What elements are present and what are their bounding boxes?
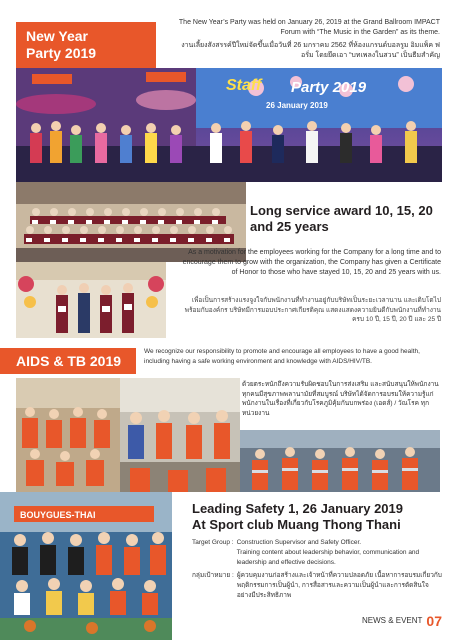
- aids-training-photo-middle: [120, 378, 240, 492]
- page-number: 07: [426, 613, 442, 629]
- banner-party-text: Party 2019: [291, 79, 367, 96]
- new-year-title-tag: [16, 22, 156, 74]
- aids-title-tag: AIDS & TB 2019: [0, 348, 136, 374]
- target-group-value: [237, 538, 442, 568]
- aids-th-text: ด้วยตระหนักถึงความรับผิดชอบในการส่งเสริม และสนับสนุนให้พนักงานทุกคนมีสุขภาพพลานามัยที่สมบูรณ์ บริษัทได้จัดการอบรมให้ความรู้แก่พนักงานในเรื่องที่เกี่ยวกับโรคภูมิคุ้มกันบกพร่อง (เอดส์) / วัณโรค ทุกหน่วยงาน: [242, 381, 439, 417]
- target-group-label: Target Group :: [192, 539, 234, 546]
- new-year-title-line2: Party 2019: [26, 45, 97, 61]
- long-service-en-text: As a motivation for the employees working for the Company for a long time and to encourage them to grow with the organization, the Company has given a Certificate of Honor to those who have stayed 10, 15, 20 and 25 years with us.: [182, 249, 441, 276]
- long-service-th-text: เพื่อเป็นการสร้างแรงจูงใจกับพนักงานที่ทำงานอยู่กับบริษัทเป็นระยะเวลานาน และเติบโตไปพร้อมกับองค์กร บริษัทมีการมอบประกาศเกียรติคุณ แสดงแสดงความยินดีกับพนักงานที่ทำงานครบ 10 ปี, 15 ปี, 20 ปี และ 25 ปี: [184, 297, 441, 323]
- safety-heading-line2: At Sport club Muang Thong Thani: [192, 517, 401, 532]
- banner-date-text: 26 January 2019: [266, 101, 328, 110]
- target-group-value-text: Construction Supervisor and Safety Officer.: [236, 539, 362, 546]
- new-year-th-text: งานเลี้ยงสังสรรค์ปีใหม่จัดขึ้นเมื่อวันที่ 26 มกราคม 2562 ที่ห้องแกรนด์บอลรูม อิมแพ็ค ฟอรั่ม โดยยึดเอา “บทเพลงในสวน” เป็นธีมสำคัญ: [181, 42, 440, 59]
- safety-heading-line1: Leading Safety 1, 26 January 2019: [192, 501, 403, 516]
- new-year-en-text: The New Year’s Party was held on January 26, 2019 at the Grand Ballroom IMPACT Forum with “The Music in the Garden” as its theme.: [178, 19, 440, 36]
- new-year-title-line1: New Year: [26, 28, 89, 44]
- page-footer: [332, 611, 442, 631]
- safety-team-photo: [0, 492, 172, 640]
- award-presentation-photo: [16, 262, 166, 338]
- aids-training-photo-left: [16, 378, 120, 492]
- safety-heading: [192, 501, 442, 533]
- new-year-description: [170, 18, 440, 64]
- safety-target-row: [192, 538, 442, 568]
- th-target-label: กลุ่มเป้าหมาย :: [192, 572, 234, 579]
- target-group-desc: Training content about leadership behavior, communication and leadership and effective decisions.: [236, 549, 420, 566]
- safety-target-group: [192, 538, 442, 601]
- safety-th-row: [192, 571, 442, 601]
- safety-banner-text: BOUYGUES-THAI: [20, 510, 96, 520]
- long-service-heading: Long service award 10, 15, 20 and 25 years: [250, 203, 433, 234]
- aids-training-photo-right: [240, 430, 440, 492]
- party-photo: [16, 68, 442, 182]
- aids-en-text: We recognize our responsibility to promote and encourage all employees to have a good health, including having a safe working environment and knowledge with AIDS/HIV/TB.: [144, 348, 420, 365]
- banner-staff-text: Staff: [226, 77, 262, 94]
- footer-section-label: NEWS & EVENT: [361, 616, 423, 625]
- th-target-value: ผู้ควบคุมงานก่อสร้างและเจ้าหน้าที่ความปลอดภัย เนื้อหาการอบรมเกี่ยวกับพฤติกรรมการเป็นผู้นำ, การสื่อสารและความเป็นผู้นำและการตัดสินใจอย่างมีประสิทธิภาพ: [236, 572, 442, 599]
